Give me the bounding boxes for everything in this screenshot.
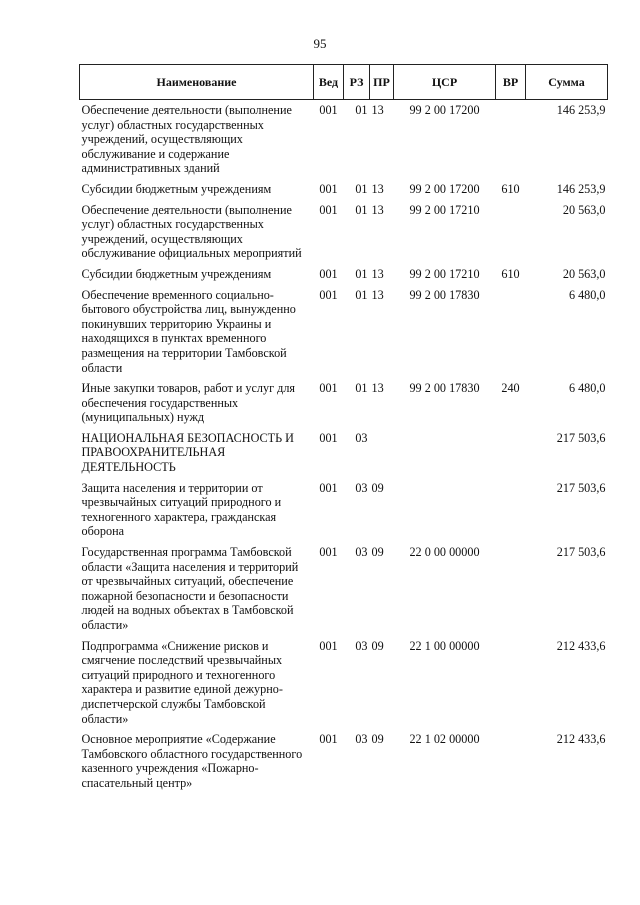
row-pr: 13 <box>371 202 384 217</box>
row-csr: 99 2 00 17200 <box>409 181 480 196</box>
table-row <box>80 285 608 379</box>
row-csr: 99 2 00 17210 <box>409 202 480 217</box>
row-vr: 610 <box>501 266 520 281</box>
row-sum: 217 503,6 <box>556 430 606 445</box>
row-sum: 20 563,0 <box>562 266 606 281</box>
header-csr: ЦСР <box>394 65 496 100</box>
row-pr: 09 <box>371 480 384 495</box>
row-ved: 001 <box>319 430 338 445</box>
row-ved: 001 <box>319 202 338 217</box>
row-csr: 22 1 00 00000 <box>409 638 480 653</box>
row-sum: 20 563,0 <box>562 202 606 217</box>
row-csr: 99 2 00 17830 <box>409 287 480 302</box>
table-row <box>80 478 608 542</box>
row-vr <box>496 729 526 793</box>
row-pr: 13 <box>371 287 384 302</box>
row-vr <box>496 428 526 478</box>
table-row <box>80 542 608 636</box>
row-ved: 001 <box>319 103 338 117</box>
row-name: Обеспечение деятельности (выполнение услуг) областных государственных учреждений, осуществляющих обслуживание и содержание административных зданий <box>81 103 292 176</box>
table-row <box>80 179 608 200</box>
row-name: Обеспечение деятельности (выполнение услуг) областных государственных учреждений, осуществляющих обслуживание официальных мероприятий <box>81 202 302 261</box>
header-name: Наименование <box>80 65 314 100</box>
row-name: НАЦИОНАЛЬНАЯ БЕЗОПАСНОСТЬ И ПРАВООХРАНИТЕЛЬНАЯ ДЕЯТЕЛЬНОСТЬ <box>81 430 294 475</box>
row-sum: 6 480,0 <box>568 287 606 302</box>
row-rz: 01 <box>355 381 368 396</box>
row-pr: 13 <box>371 266 384 281</box>
row-vr <box>496 100 526 179</box>
row-csr: 99 2 00 17210 <box>409 266 480 281</box>
row-rz: 01 <box>355 266 368 281</box>
row-csr: 22 1 02 00000 <box>409 732 480 747</box>
row-ved: 001 <box>319 638 338 653</box>
row-name: Подпрограмма «Снижение рисков и смягчение последствий чрезвычайных ситуаций природного и техногенного характера и развитие единой дежурно-диспетчерской службы Тамбовской области» <box>81 638 283 726</box>
header-rz: РЗ <box>344 65 370 100</box>
table-row <box>80 636 608 730</box>
row-csr <box>394 478 496 542</box>
row-sum: 6 480,0 <box>568 381 606 396</box>
row-name: Обеспечение временного социально-бытового обустройства лиц, вынужденно покинувших территорию Украины и находящихся в пунктах временного размещения на территории Тамбовской области <box>81 287 296 375</box>
row-pr: 13 <box>371 181 384 196</box>
table-row <box>80 378 608 428</box>
header-pr: ПР <box>370 65 394 100</box>
row-name: Иные закупки товаров, работ и услуг для обеспечения государственных (муниципальных) нужд <box>81 381 296 425</box>
row-ved: 001 <box>319 545 338 560</box>
table-row <box>80 264 608 285</box>
table-row <box>80 100 608 179</box>
row-pr: 09 <box>371 732 384 747</box>
row-sum: 212 433,6 <box>556 732 606 747</box>
row-ved: 001 <box>319 732 338 747</box>
table-row <box>80 729 608 793</box>
row-name: Государственная программа Тамбовской области «Защита населения и территорий от чрезвычайных ситуаций, обеспечение пожарной безопасности и безопасности людей на водных объектах в Тамбовской области» <box>81 545 299 632</box>
row-pr: 13 <box>371 381 384 396</box>
row-name: Основное мероприятие «Содержание Тамбовского областного государственного казенного учреждения «Пожарно-спасательный центр» <box>81 732 303 790</box>
table-body <box>80 100 608 794</box>
row-ved: 001 <box>319 181 338 196</box>
header-ved: Вед <box>314 65 344 100</box>
row-rz: 01 <box>355 287 368 302</box>
row-pr: 09 <box>371 545 384 560</box>
row-ved: 001 <box>319 287 338 302</box>
row-rz: 01 <box>355 181 368 196</box>
row-pr: 13 <box>371 103 384 117</box>
row-csr: 99 2 00 17830 <box>409 381 480 396</box>
row-name: Субсидии бюджетным учреждениям <box>81 181 272 196</box>
row-sum: 146 253,9 <box>556 181 606 196</box>
row-rz: 03 <box>355 545 368 560</box>
row-vr: 610 <box>501 181 520 196</box>
row-vr <box>496 542 526 636</box>
row-sum: 146 253,9 <box>556 103 606 117</box>
row-pr: 09 <box>371 638 384 653</box>
row-ved: 001 <box>319 266 338 281</box>
table-header-row <box>80 65 608 100</box>
row-ved: 001 <box>319 480 338 495</box>
row-vr: 240 <box>501 381 520 396</box>
row-ved: 001 <box>319 381 338 396</box>
row-vr <box>496 636 526 730</box>
header-sum: Сумма <box>526 65 608 100</box>
row-sum: 217 503,6 <box>556 545 606 560</box>
row-sum: 212 433,6 <box>556 638 606 653</box>
row-vr <box>496 478 526 542</box>
budget-table <box>79 64 608 794</box>
page-number: 95 <box>313 36 327 51</box>
row-vr <box>496 285 526 379</box>
row-sum: 217 503,6 <box>556 480 606 495</box>
row-rz: 03 <box>355 480 368 495</box>
row-csr: 22 0 00 00000 <box>409 545 480 560</box>
header-vr: ВР <box>496 65 526 100</box>
row-vr <box>496 200 526 264</box>
row-csr <box>394 428 496 478</box>
row-rz: 03 <box>355 638 368 653</box>
row-rz: 01 <box>355 103 368 117</box>
row-name: Субсидии бюджетным учреждениям <box>81 266 272 281</box>
row-csr: 99 2 00 17200 <box>409 103 480 117</box>
table-row <box>80 428 608 478</box>
row-rz: 01 <box>355 202 368 217</box>
row-rz: 03 <box>355 430 368 445</box>
table-row <box>80 200 608 264</box>
row-pr <box>370 428 394 478</box>
row-rz: 03 <box>355 732 368 747</box>
row-name: Защита населения и территории от чрезвычайных ситуаций природного и техногенного характера, гражданская оборона <box>81 480 282 539</box>
